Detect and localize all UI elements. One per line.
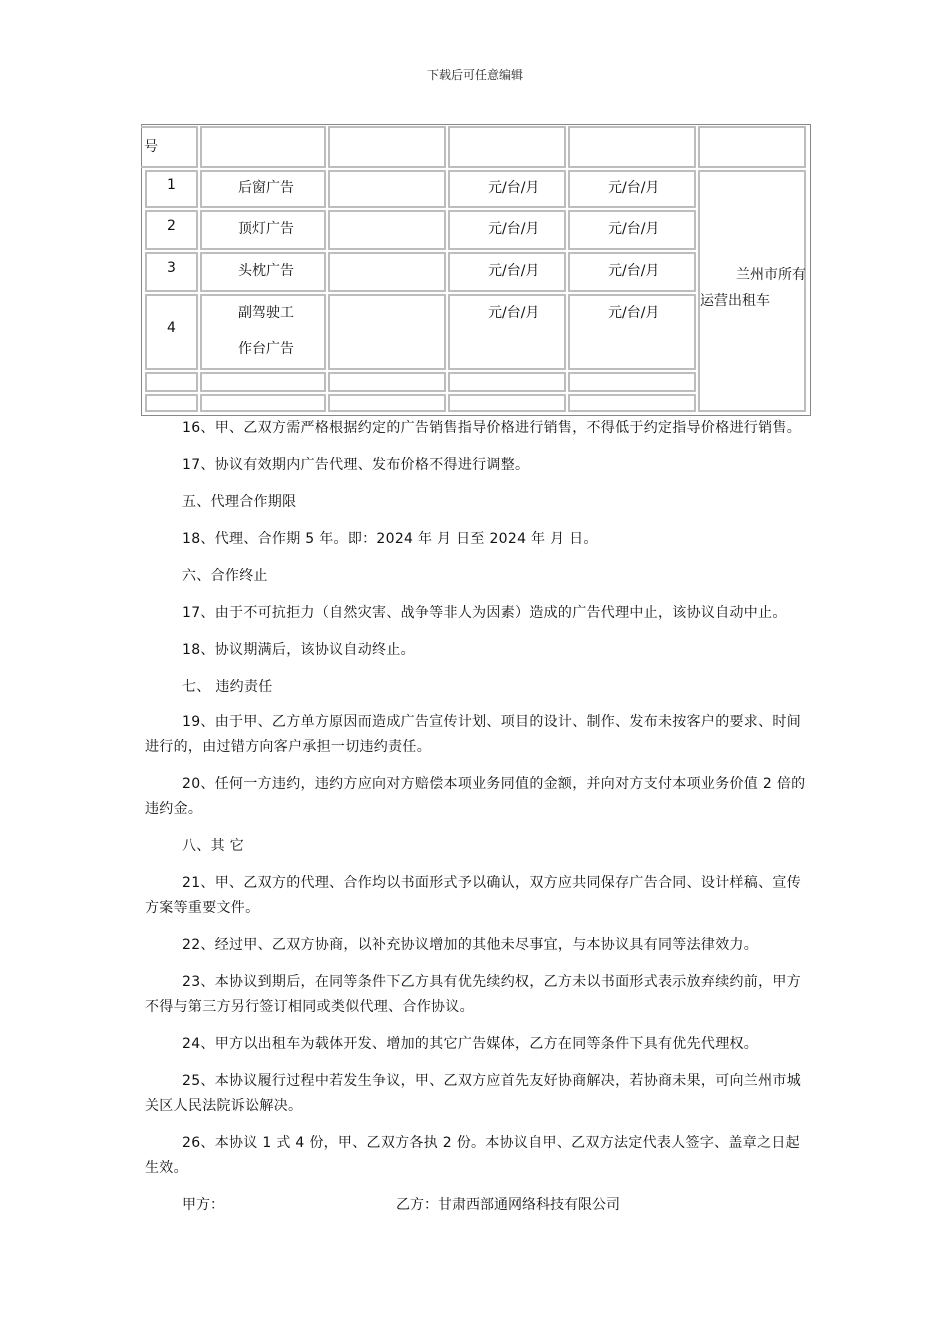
clause-21: 21、甲、乙双方的代理、合作均以书面形式予以确认，双方应共同保存广告合同、设计样稿、宣传方案等重要文件。 — [145, 875, 802, 916]
table-row-item — [200, 170, 326, 208]
table-cell — [568, 372, 696, 392]
table-header-number-label: 号 — [144, 139, 158, 155]
table-row-price2 — [568, 210, 696, 250]
page-header: 下载后可任意编辑 — [426, 68, 523, 82]
table-row-item — [200, 294, 326, 370]
table-cell — [448, 394, 566, 412]
price-text: 元/台/月 — [488, 305, 540, 321]
row-number-text: 1 — [167, 177, 176, 193]
section-heading-5: 五、代理合作期限 — [182, 494, 297, 510]
item-name: 顶灯广告 — [238, 221, 294, 237]
table-row-number — [145, 294, 198, 370]
table-row-price1 — [448, 210, 566, 250]
clause-18b: 18、协议期满后，该协议自动终止。 — [182, 642, 415, 658]
scope-text-line2: 运营出租车 — [700, 293, 770, 309]
price-text: 元/台/月 — [608, 221, 660, 237]
row-number-text: 4 — [167, 320, 176, 336]
item-name-line1: 副驾驶工 — [238, 305, 294, 321]
table-header-cell — [200, 126, 326, 168]
table-cell — [145, 394, 198, 412]
table-row-price2 — [568, 294, 696, 370]
table-cell — [145, 372, 198, 392]
section-heading-8: 八、其 它 — [182, 838, 244, 854]
section-heading-7: 七、 违约责任 — [182, 679, 273, 695]
item-name: 后窗广告 — [238, 180, 294, 196]
party-a-signature: 甲方： — [182, 1197, 224, 1213]
table-cell — [200, 372, 326, 392]
table-cell — [328, 394, 446, 412]
clause-16: 16、甲、乙双方需严格根据约定的广告销售指导价格进行销售，不得低于约定指导价格进行销售。 — [182, 420, 802, 436]
price-text: 元/台/月 — [488, 180, 540, 196]
table-cell — [328, 372, 446, 392]
price-text: 元/台/月 — [488, 221, 540, 237]
table-cell — [328, 170, 446, 208]
item-name-line2: 作台广告 — [238, 341, 294, 357]
table-header-cell — [448, 126, 566, 168]
clause-25: 25、本协议履行过程中若发生争议，甲、乙双方应首先友好协商解决，若协商未果，可向兰州市城关区人民法院诉讼解决。 — [145, 1073, 802, 1114]
price-text: 元/台/月 — [608, 263, 660, 279]
price-text: 元/台/月 — [488, 263, 540, 279]
table-row-item — [200, 252, 326, 292]
clause-19: 19、由于甲、乙方单方原因而造成广告宣传计划、项目的设计、制作、发布未按客户的要求、时间进行的，由过错方向客户承担一切违约责任。 — [145, 714, 802, 755]
table-cell — [328, 210, 446, 250]
table-row-price1 — [448, 294, 566, 370]
clause-18: 18、代理、合作期 5 年。即：2024 年 月 日至 2024 年 月 日。 — [182, 531, 598, 547]
item-name: 头枕广告 — [238, 263, 294, 279]
table-scope-cell — [698, 170, 806, 412]
price-text: 元/台/月 — [608, 180, 660, 196]
table-header-number-cell — [141, 126, 198, 168]
scope-text-line1: 兰州市所有 — [736, 267, 806, 283]
table-cell — [200, 394, 326, 412]
row-number-text: 2 — [167, 218, 176, 234]
table-cell — [448, 372, 566, 392]
table-row-price2 — [568, 252, 696, 292]
clause-17b: 17、由于不可抗拒力（自然灾害、战争等非人为因素）造成的广告代理中止，该协议自动中止。 — [182, 605, 787, 621]
table-row-price2 — [568, 170, 696, 208]
price-text: 元/台/月 — [608, 305, 660, 321]
clause-23: 23、本协议到期后，在同等条件下乙方具有优先续约权，乙方未以书面形式表示放弃续约前，甲方不得与第三方另行签订相同或类似代理、合作协议。 — [145, 974, 802, 1015]
table-row-number — [145, 210, 198, 250]
table-row-price1 — [448, 252, 566, 292]
table-header-cell — [328, 126, 446, 168]
table-row-number — [145, 170, 198, 208]
table-row-item — [200, 210, 326, 250]
clause-17: 17、协议有效期内广告代理、发布价格不得进行调整。 — [182, 457, 530, 473]
table-header-cell — [568, 126, 696, 168]
table-cell — [568, 394, 696, 412]
table-header-cell — [698, 126, 806, 168]
table-cell — [328, 294, 446, 370]
table-row-number — [145, 252, 198, 292]
clause-20: 20、任何一方违约，违约方应向对方赔偿本项业务同值的金额，并向对方支付本项业务价值 2 倍的违约金。 — [145, 776, 806, 817]
table-row-price1 — [448, 170, 566, 208]
clause-26: 26、本协议 1 式 4 份，甲、乙双方各执 2 份。本协议自甲、乙双方法定代表人签字、盖章之日起生效。 — [145, 1135, 800, 1176]
clause-24: 24、甲方以出租车为载体开发、增加的其它广告媒体，乙方在同等条件下具有优先代理权。 — [182, 1036, 759, 1052]
table-cell — [328, 252, 446, 292]
section-heading-6: 六、合作终止 — [182, 568, 268, 584]
party-b-signature: 乙方：甘肃西部通网络科技有限公司 — [396, 1197, 620, 1213]
row-number-text: 3 — [167, 260, 176, 276]
clause-22: 22、经过甲、乙双方协商，以补充协议增加的其他未尽事宜，与本协议具有同等法律效力。 — [182, 937, 759, 953]
